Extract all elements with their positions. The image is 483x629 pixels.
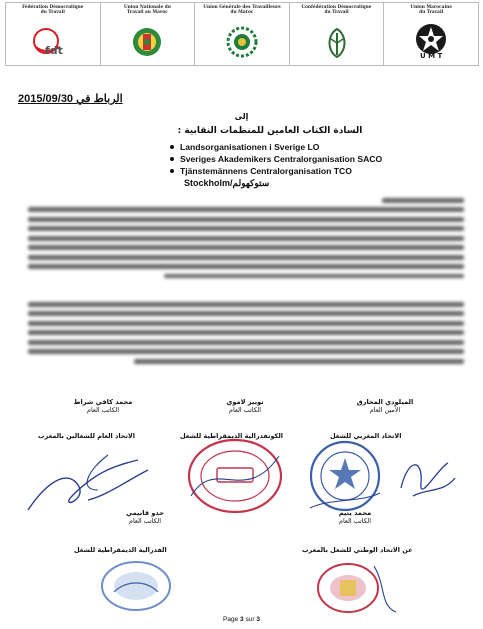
signatory-4 — [90, 509, 200, 525]
cdt-logo-icon — [321, 25, 353, 61]
signatory-1 — [48, 398, 158, 414]
recipient-item: Landsorganisationen i Sverige LO — [170, 141, 382, 153]
logo-cdt — [290, 3, 385, 65]
umt-logo-icon — [411, 21, 451, 59]
logo-ugtm — [195, 3, 290, 65]
page-footer — [0, 616, 483, 623]
handwritten-signature-1 — [18, 440, 158, 520]
recipient-item: Tjänstemännens Centralorganisation TCO — [170, 165, 382, 177]
recipient-city: Stockholm/ستوكهولم — [184, 178, 270, 188]
signatory-name: محمد كافي شراط — [73, 398, 133, 406]
to-word: إلى — [234, 112, 249, 121]
signatory-title: الكاتب العام — [229, 406, 261, 414]
cdt-stamp-icon — [185, 436, 285, 516]
untm-logo-icon — [129, 25, 165, 59]
signatory-name: محمد يتيم — [338, 509, 372, 517]
logo-fdt — [6, 3, 101, 65]
signatory-org: الكونفدرالية الديمقراطية للشغل — [180, 432, 283, 440]
signatory-title: الكاتب العام — [87, 406, 119, 414]
blurred-body-paragraph-1 — [26, 198, 464, 283]
logo-header — [5, 2, 479, 66]
date-line: الرباط في 2015/09/30 — [18, 93, 123, 105]
umt-stamp-icon — [300, 438, 390, 518]
ugtm-logo-icon — [223, 25, 261, 59]
logo-name-cdt: Confédération Démocratique du Travail — [301, 5, 372, 16]
signatory-org: الاتحاد العام للشغالين بالمغرب — [38, 432, 135, 440]
signatory-title: الأمين العام — [369, 406, 401, 414]
logo-name-ugtm: Union Générale des Travailleurs du Maroc — [203, 5, 281, 16]
logo-name-fdt: Fédération Démocratique du Travail — [22, 5, 84, 16]
addressee: السادة الكتاب العامين للمنظمات النقابية : — [177, 126, 363, 136]
footer-prefix: Page — [223, 616, 241, 623]
logo-umt — [384, 3, 478, 65]
signatory-3 — [330, 398, 440, 414]
signatory-name: نوبير لاموي — [226, 398, 264, 406]
handwritten-signature-3 — [393, 448, 463, 508]
signatory-org: الفدرالية الديمقراطية للشغل — [74, 546, 167, 554]
signatory-name: حدو قانيمي — [125, 509, 164, 517]
svg-text:U M T: U M T — [420, 52, 443, 59]
signatory-org: الاتحاد المغربي للشغل — [330, 432, 402, 440]
signatory-org: عن الاتحاد الوطني للشغل بالمغرب — [302, 546, 413, 554]
logo-name-untm: Union Nationale du Travail au Maroc — [123, 5, 171, 16]
signatory-name: الميلودي المخارق — [356, 398, 414, 406]
footer-current-page: 3 — [240, 616, 244, 623]
signatory-title: الكاتب العام — [129, 517, 161, 525]
fdt-stamp-icon — [96, 558, 176, 614]
signatory-5 — [300, 509, 410, 525]
logo-untm — [101, 3, 196, 65]
blurred-body-paragraph-2 — [26, 302, 464, 368]
signatory-2 — [190, 398, 300, 414]
footer-separator: sur — [243, 616, 257, 623]
untm-stamp-icon — [300, 556, 400, 616]
recipient-list — [170, 141, 382, 177]
fdt-logo-icon — [31, 25, 75, 59]
footer-total-pages: 3 — [256, 616, 260, 623]
logo-name-umt: Union Marocaine du Travail — [410, 5, 452, 16]
signatory-title: الكاتب العام — [339, 517, 371, 525]
svg-text:fdt: fdt — [44, 44, 63, 57]
recipient-item: Sveriges Akademikers Centralorganisation SACO — [170, 153, 382, 165]
